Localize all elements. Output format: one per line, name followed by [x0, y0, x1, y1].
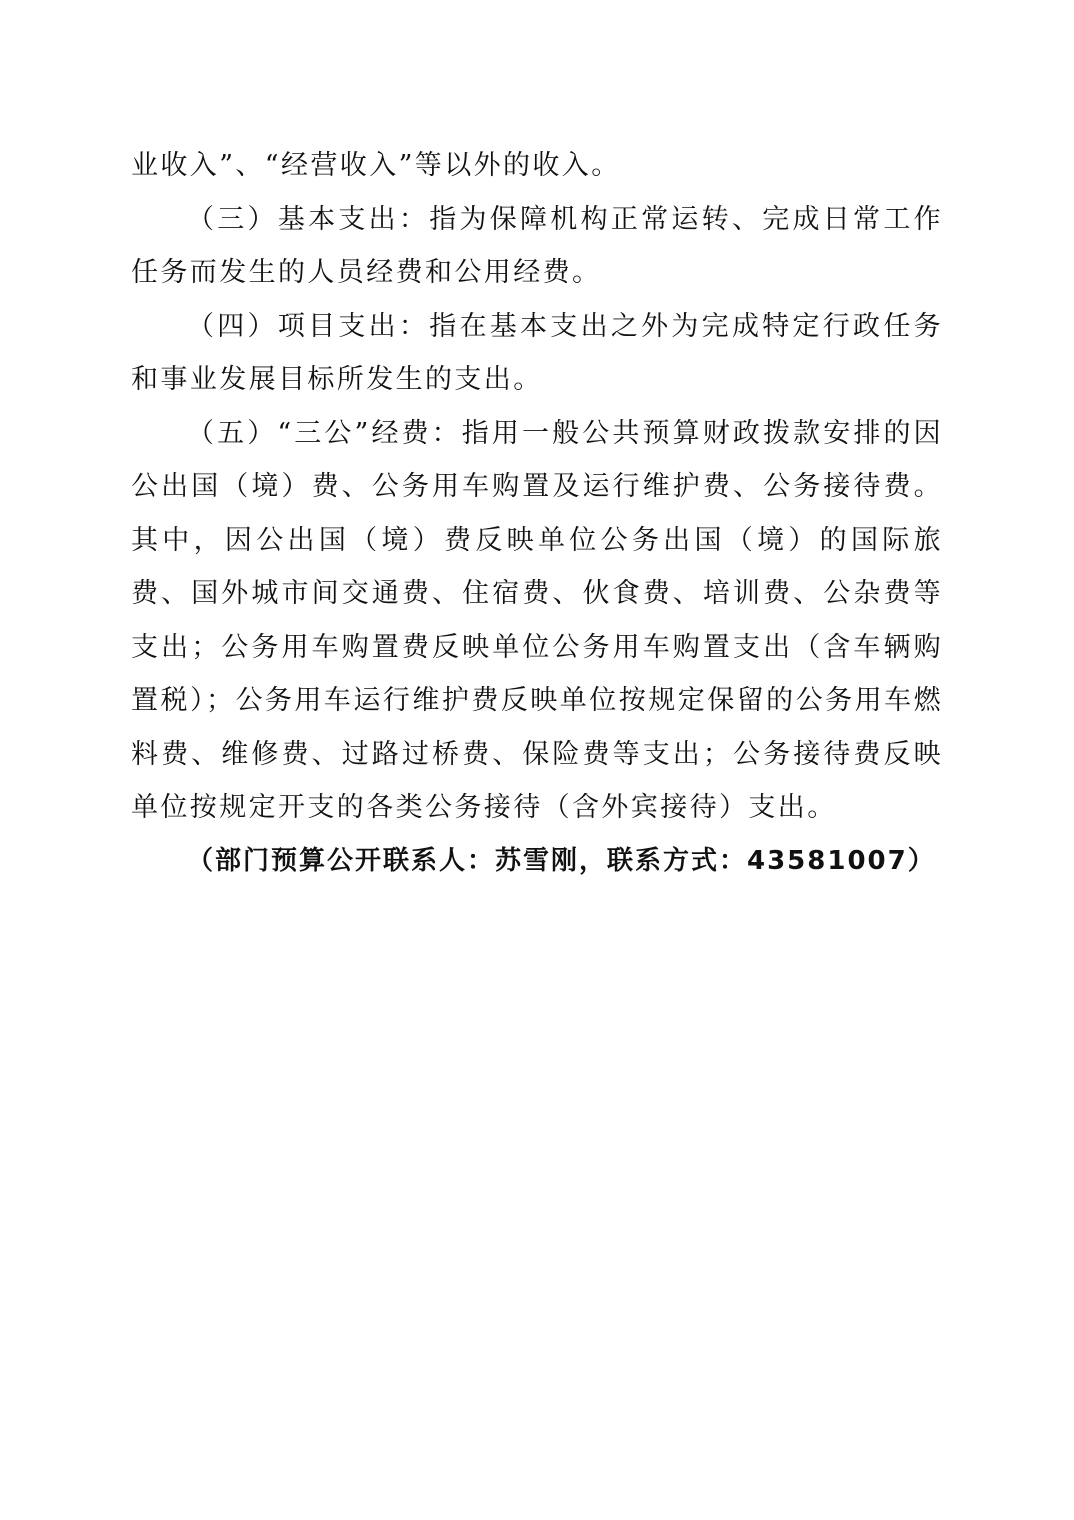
document-body: [131, 139, 943, 888]
paragraph-basic-expenditure: （三）基本支出：指为保障机构正常运转、完成日常工作任务而发生的人员经费和公用经费。: [131, 203, 943, 288]
paragraph-project-expenditure: （四）项目支出：指在基本支出之外为完成特定行政任务和事业发展目标所发生的支出。: [131, 310, 943, 395]
paragraph-income-continued: 业收入”、“经营收入”等以外的收入。: [131, 150, 621, 181]
contact-line: （部门预算公开联系人：苏雪刚，联系方式：43581007）: [187, 845, 936, 876]
paragraph-three-public-expenses: （五）“三公”经费：指用一般公共预算财政拨款安排的因公出国（境）费、公务用车购置及运行维护费、公务接待费。其中，因公出国（境）费反映单位公务出国（境）的国际旅费、国外城市间交通费、住宿费、伙食费、培训费、公杂费等支出；公务用车购置费反映单位公务用车购置支出（含车辆购置税）；公务用车运行维护费反映单位按规定保留的公务用车燃料费、维修费、过路过桥费、保险费等支出；公务接待费反映单位按规定开支的各类公务接待（含外宾接待）支出。: [131, 417, 943, 823]
